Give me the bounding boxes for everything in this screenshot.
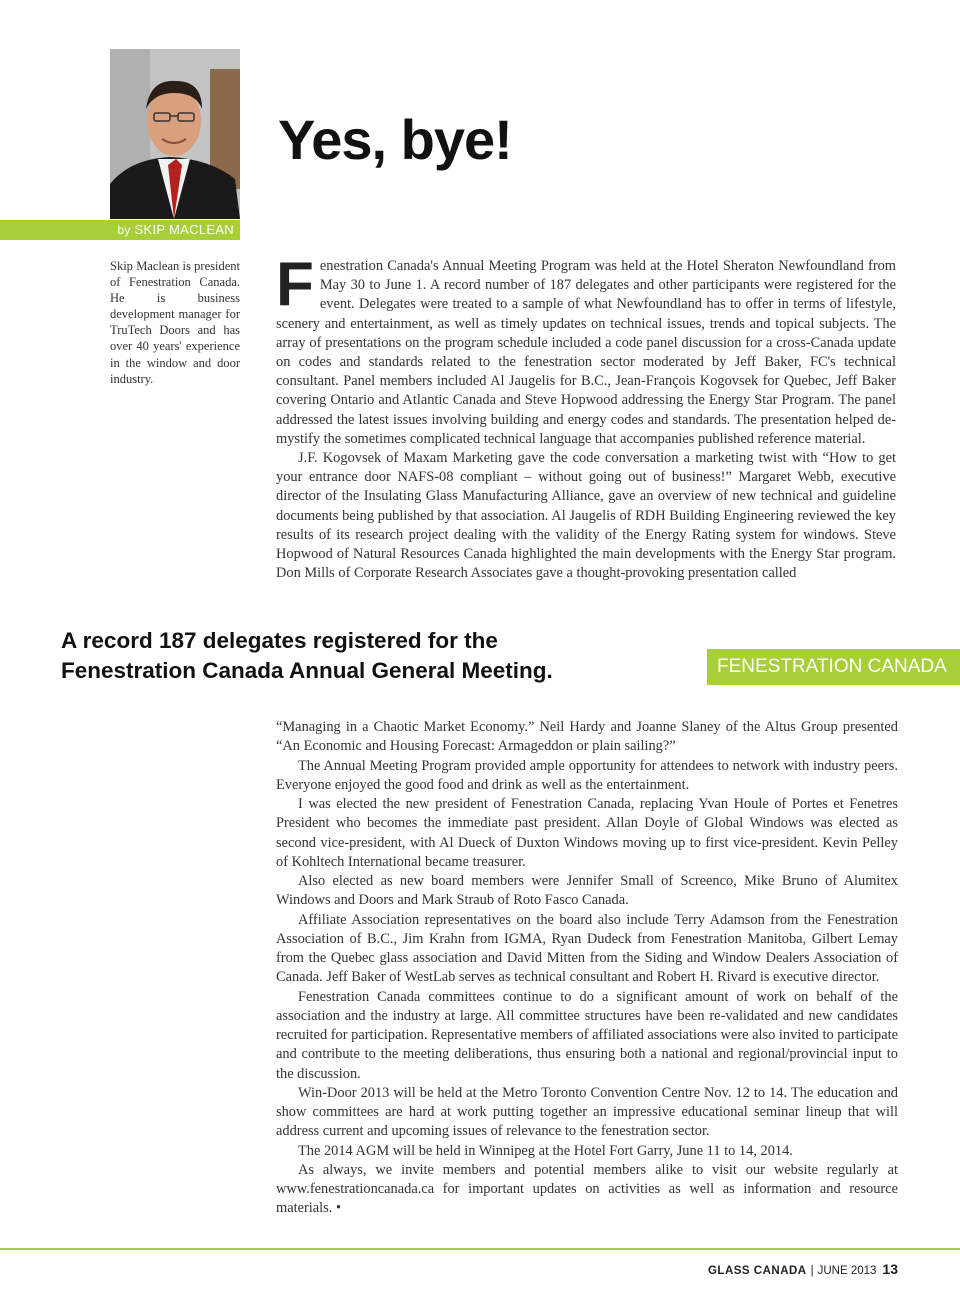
paragraph-6: Affiliate Association representatives on the board also include Terry Adamson from the Fenestration Association of B.C., Jim Krahn from IGMA, Ryan Dudeck from Fenestration Manitoba, Gilbert Lemay from the Quebec glass association and David Mitten from the Siding and Window Dealers Association of Canada. Jeff Baker of WestLab serves as technical consultant and Robert H. Rivard is executive director. <box>276 911 898 986</box>
paragraph-4: I was elected the new president of Fenestration Canada, replacing Yvan Houle of Portes et Fenetres President who becomes the immediate past president. Allan Doyle of Global Windows was elected as second vice-president, with Al Dueck of Duxton Windows moving up to first vice-president. Kevin Pelley of Kohltech International became treasurer. <box>276 796 898 870</box>
page-footer <box>708 1261 898 1277</box>
byline-author-name: SKIP MACLEAN <box>134 222 234 237</box>
byline-prefix: by <box>117 223 131 237</box>
article-body-top <box>276 250 896 583</box>
issue-date: JUNE 2013 <box>817 1265 877 1277</box>
footer-rule <box>0 1248 960 1250</box>
paragraph-3: The Annual Meeting Program provided ample opportunity for attendees to network with industry peers. Everyone enjoyed the good food and drink as well as the entertainment. <box>276 757 898 793</box>
paragraph-2: J.F. Kogovsek of Maxam Marketing gave the code conversation a marketing twist with “How to get your entrance door NAFS-08 compliant – without going out of business!” Margaret Webb, executive director of the Insulating Glass Manufacturing Alliance, gave an overview of new technical and guideline documents being published by that association. Al Jaugelis of RDH Building Engineering reviewed the key results of its research project dealing with the validity of the Energy Rating system for windows. Steve Hopwood of Natural Resources Canada highlighted the main developments with the Energy Star program. Don Mills of Corporate Research Associates gave a thought-provoking presentation called <box>276 450 896 582</box>
pull-quote-line-1: A record 187 delegates registered for the <box>61 628 498 653</box>
paragraph-8: Win-Door 2013 will be held at the Metro Toronto Convention Centre Nov. 12 to 14. The education and show committees are hard at work putting together an impressive educational seminar lineup that will address current and upcoming issues of relevance to the fenestration sector. <box>276 1084 898 1140</box>
author-photo <box>110 49 240 219</box>
footer-separator: | <box>810 1265 814 1277</box>
author-portrait-image <box>110 49 240 219</box>
byline-bar <box>0 220 240 240</box>
paragraph-2-continued: “Managing in a Chaotic Market Economy.” Neil Hardy and Joanne Slaney of the Altus Group presented “An Economic and Housing Forecast: Armageddon or plain sailing?” <box>276 719 898 755</box>
paragraph-1 <box>276 250 896 449</box>
paragraph-5: Also elected as new board members were Jennifer Small of Screenco, Mike Bruno of Alumitex Windows and Doors and Mark Straub of Roto Fasco Canada. <box>276 873 898 909</box>
pull-quote-line-2: Fenestration Canada Annual General Meeting. <box>61 658 553 683</box>
pull-quote <box>61 626 553 686</box>
magazine-name: GLASS CANADA <box>707 1265 807 1277</box>
paragraph-1-text: enestration Canada's Annual Meeting Program was held at the Hotel Sheraton Newfoundland from May 30 to June 1. A record number of 187 delegates and other participants were registered for the event. Delegates were treated to a sample of what Newfoundland has to offer in terms of lifestyle, scenery and entertainment, as well as timely updates on technical issues, trends and topical subjects. The array of presentations on the program schedule included a code panel discussion for a cross-Canada update on codes and standards related to the fenestration sector moderated by Jeff Baker, FC's technical consultant. Panel members included Al Jaugelis for B.C., Jean-François Kogovsek for Quebec, Jeff Baker covering Ontario and Atlantic Canada and Steve Hopwood addressing the Energy Star Program. The panel addressed the latest issues involving building and energy codes and standards. The presentation helped de-mystify the sometimes complicated technical language that accompanies published reference material. <box>276 258 896 447</box>
byline <box>117 222 234 237</box>
author-bio: Skip Maclean is president of Fenestration Canada. He is business development manager for TruTech Doors and has over 40 years' experience in the window and door industry. <box>110 259 240 386</box>
article-headline: Yes, bye! <box>278 108 512 171</box>
section-tag: FENESTRATION CANADA <box>707 649 960 685</box>
page-number: 13 <box>882 1261 898 1277</box>
drop-cap: F <box>276 250 314 319</box>
article-body-bottom <box>276 718 898 1219</box>
paragraph-10: As always, we invite members and potential members alike to visit our website regularly at www.fenestrationcanada.ca for important updates on activities as well as information and resource materials. • <box>276 1161 898 1217</box>
paragraph-9: The 2014 AGM will be held in Winnipeg at the Hotel Fort Garry, June 11 to 14, 2014. <box>298 1142 793 1159</box>
paragraph-7: Fenestration Canada committees continue to do a significant amount of work on behalf of the association and the industry at large. All committee structures have been re-validated and new candidates recruited for participation. Representative members of affiliated associations were also invited to participate and contribute to the meeting deliberations, thus ensuring both a national and regional/provincial input to the discussion. <box>276 988 898 1082</box>
